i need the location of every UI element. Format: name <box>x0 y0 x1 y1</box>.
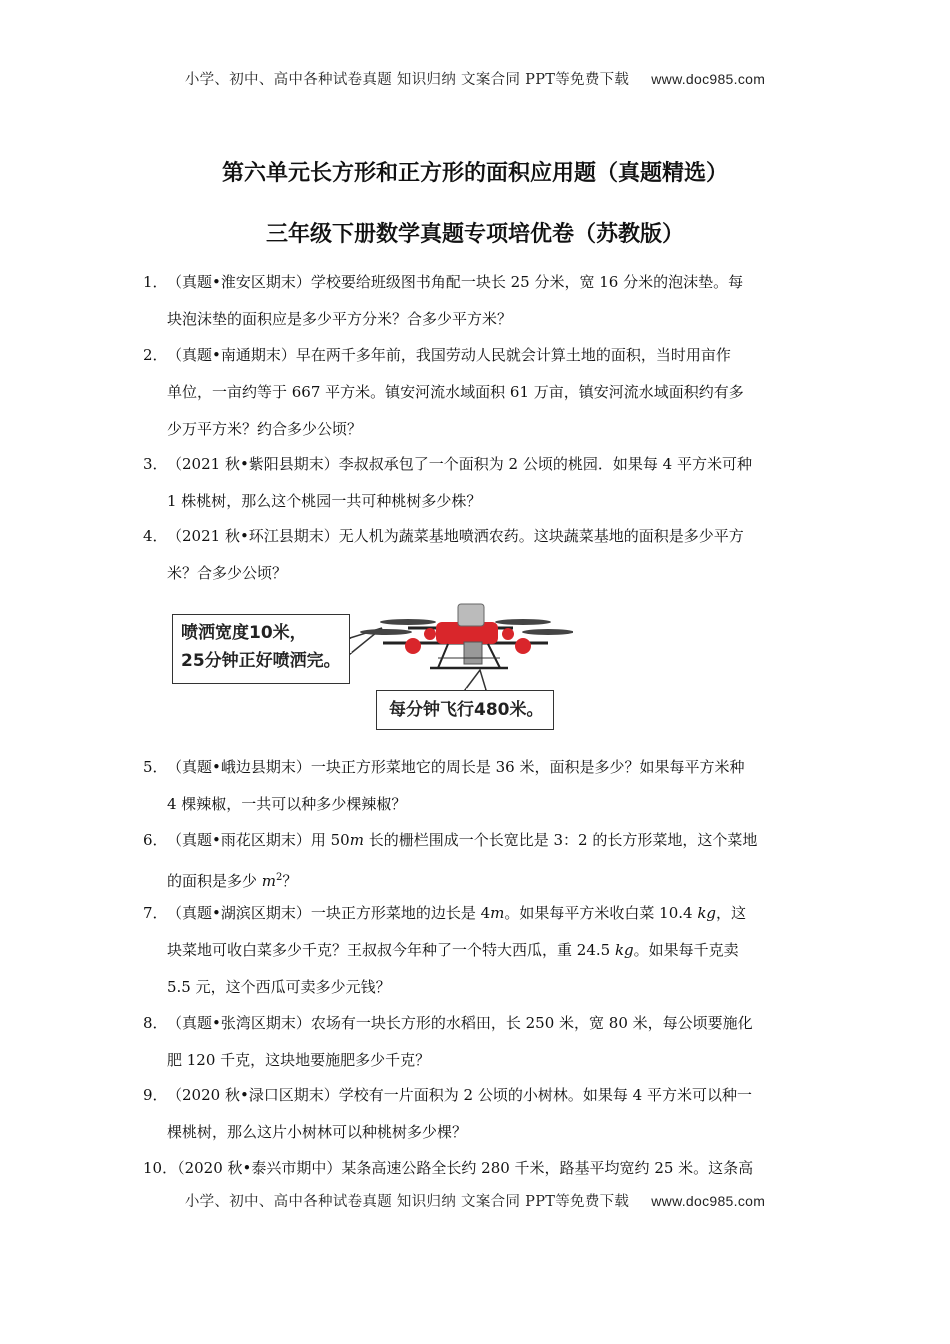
page-footer <box>0 1190 950 1211</box>
footer-text: 小学、初中、高中各种试卷真题 知识归纳 文案合同 PPT等免费下载 <box>184 1194 630 1210</box>
header-text: 小学、初中、高中各种试卷真题 知识归纳 文案合同 PPT等免费下载 <box>184 72 630 88</box>
flight-speed-callout: 每分钟飞行480米。 <box>376 690 554 730</box>
question-1: 1．（真题•淮安区期末）学校要给班级图书角配一块长 25 分米，宽 16 分米的泡沫垫。每 块泡沫垫的面积应是多少平方分米？合多少平方米？ <box>143 273 744 328</box>
question-2: 2．（真题•南通期末）早在两千多年前，我国劳动人民就会计算土地的面积，当时用亩作 单位，一亩约等于 667 平方米。镇安河流水域面积 61 万亩，镇安河流水域面积约有多 少万平方米？约合多少公顷？ <box>143 346 744 438</box>
drone-figure <box>168 598 573 736</box>
footer-site-link[interactable]: www.doc985.com <box>651 1193 766 1209</box>
question-6: 6．（真题•雨花区期末）用 50m 长的栅栏围成一个长宽比是 3：2 的长方形菜地，这个菜地 的面积是多少 $m^2$？ <box>143 831 758 890</box>
header-site-link[interactable]: www.doc985.com <box>651 71 766 87</box>
page-title: 第六单元长方形和正方形的面积应用题（真题精选） <box>221 161 728 186</box>
question-3: 3．（2021 秋•紫阳县期末）李叔叔承包了一个面积为 2 公顷的桃园．如果每 4 平方米可种 1 株桃树，那么这个桃园一共可种桃树多少株？ <box>143 455 752 510</box>
question-5: 5．（真题•峨边县期末）一块正方形菜地它的周长是 36 米，面积是多少？如果每平方米种 4 棵辣椒，一共可以种多少棵辣椒？ <box>143 758 745 813</box>
question-9: 9．（2020 秋•渌口区期末）学校有一片面积为 2 公顷的小树林。如果每 4 平方米可以种一 棵桃树，那么这片小树林可以种桃树多少棵？ <box>143 1086 752 1141</box>
question-7: 7．（真题•湖滨区期末）一块正方形菜地的边长是 4m。如果每平方米收白菜 10.4 kg，这 块菜地可收白菜多少千克？王叔叔今年种了一个特大西瓜，重 24.5 kg。如果每千克卖 5.5 元，这个西瓜可卖多少元钱？ <box>143 904 747 996</box>
question-4: 4．（2021 秋•环江县期末）无人机为蔬菜基地喷洒农药。这块蔬菜基地的面积是多少平方 米？合多少公顷？ <box>143 527 744 582</box>
spray-width-callout: 喷洒宽度10米， 25分钟正好喷洒完。 <box>172 614 350 684</box>
page-header <box>0 68 950 89</box>
page-subtitle: 三年级下册数学真题专项培优卷（苏教版） <box>265 222 684 247</box>
question-8: 8．（真题•张湾区期末）农场有一块长方形的水稻田，长 250 米，宽 80 米，每公顷要施化 肥 120 千克，这块地要施肥多少千克？ <box>143 1014 753 1069</box>
question-10: 10．（2020 秋•泰兴市期中）某条高速公路全长约 280 千米，路基平均宽约 25 米。这条高 <box>143 1159 754 1177</box>
